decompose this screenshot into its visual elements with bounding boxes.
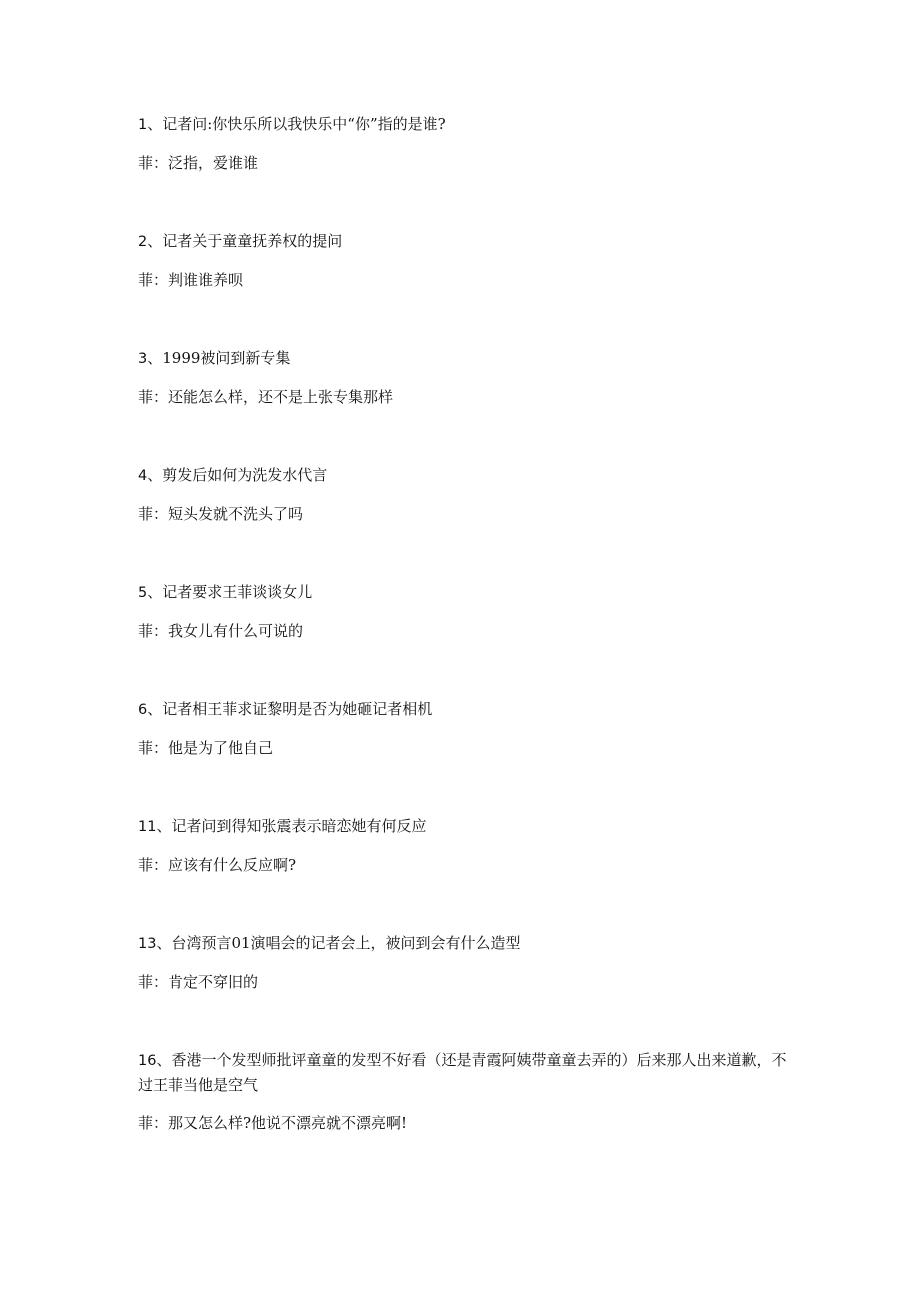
qa-item-4 [138,463,788,526]
answer-2: 菲：判谁谁养呗 [138,271,244,289]
question-3 [138,346,788,371]
question-text: 、台湾预言01演唱会的记者会上，被问到会有什么造型 [156,934,521,952]
answer-8: 菲：肯定不穿旧的 [138,973,259,991]
qa-item-5 [138,580,788,643]
answer-4: 菲：短头发就不洗头了吗 [138,505,304,523]
qa-item-6 [138,697,788,760]
question-number: 3 [138,351,148,367]
question-text: 、记者要求王菲谈谈女儿 [147,583,313,601]
answer-1: 菲：泛指，爱谁谁 [138,154,259,172]
question-number: 13 [138,936,157,952]
qa-item-2 [138,229,788,292]
question-8 [138,931,788,956]
qa-item-1 [138,112,788,175]
question-text: 、记者关于童童抚养权的提问 [147,232,343,250]
answer-9: 菲：那又怎么样?他说不漂亮就不漂亮啊! [138,1114,408,1132]
qa-item-8 [138,931,788,994]
question-2 [138,229,788,254]
question-number: 6 [138,702,148,718]
answer-3: 菲：还能怎么样，还不是上张专集那样 [138,388,394,406]
question-7 [138,814,788,839]
question-number: 16 [138,1053,157,1069]
question-text: 、香港一个发型师批评童童的发型不好看（还是青霞阿姨带童童去弄的）后来那人出来道歉，不过王菲当他是空气 [138,1051,787,1094]
answer-6: 菲：他是为了他自己 [138,739,274,757]
question-text: 、记者相王菲求证黎明是否为她砸记者相机 [147,700,433,718]
question-5 [138,580,788,605]
question-text: 、记者问到得知张震表示暗恋她有何反应 [156,817,427,835]
question-9 [138,1048,788,1097]
question-number: 4 [138,468,148,484]
question-1 [138,112,788,137]
question-number: 2 [138,234,148,250]
question-text: 、剪发后如何为洗发水代言 [147,466,328,484]
question-number: 5 [138,585,148,601]
question-4 [138,463,788,488]
question-text: 、记者问:你快乐所以我快乐中“你”指的是谁? [147,115,446,133]
question-number: 1 [138,117,148,133]
answer-5: 菲：我女儿有什么可说的 [138,622,304,640]
qa-item-9 [138,1048,788,1135]
question-text: 、1999被问到新专集 [147,349,291,367]
question-6 [138,697,788,722]
question-number: 11 [138,819,157,835]
qa-item-7 [138,814,788,877]
qa-item-3 [138,346,788,409]
answer-7: 菲：应该有什么反应啊? [138,856,297,874]
